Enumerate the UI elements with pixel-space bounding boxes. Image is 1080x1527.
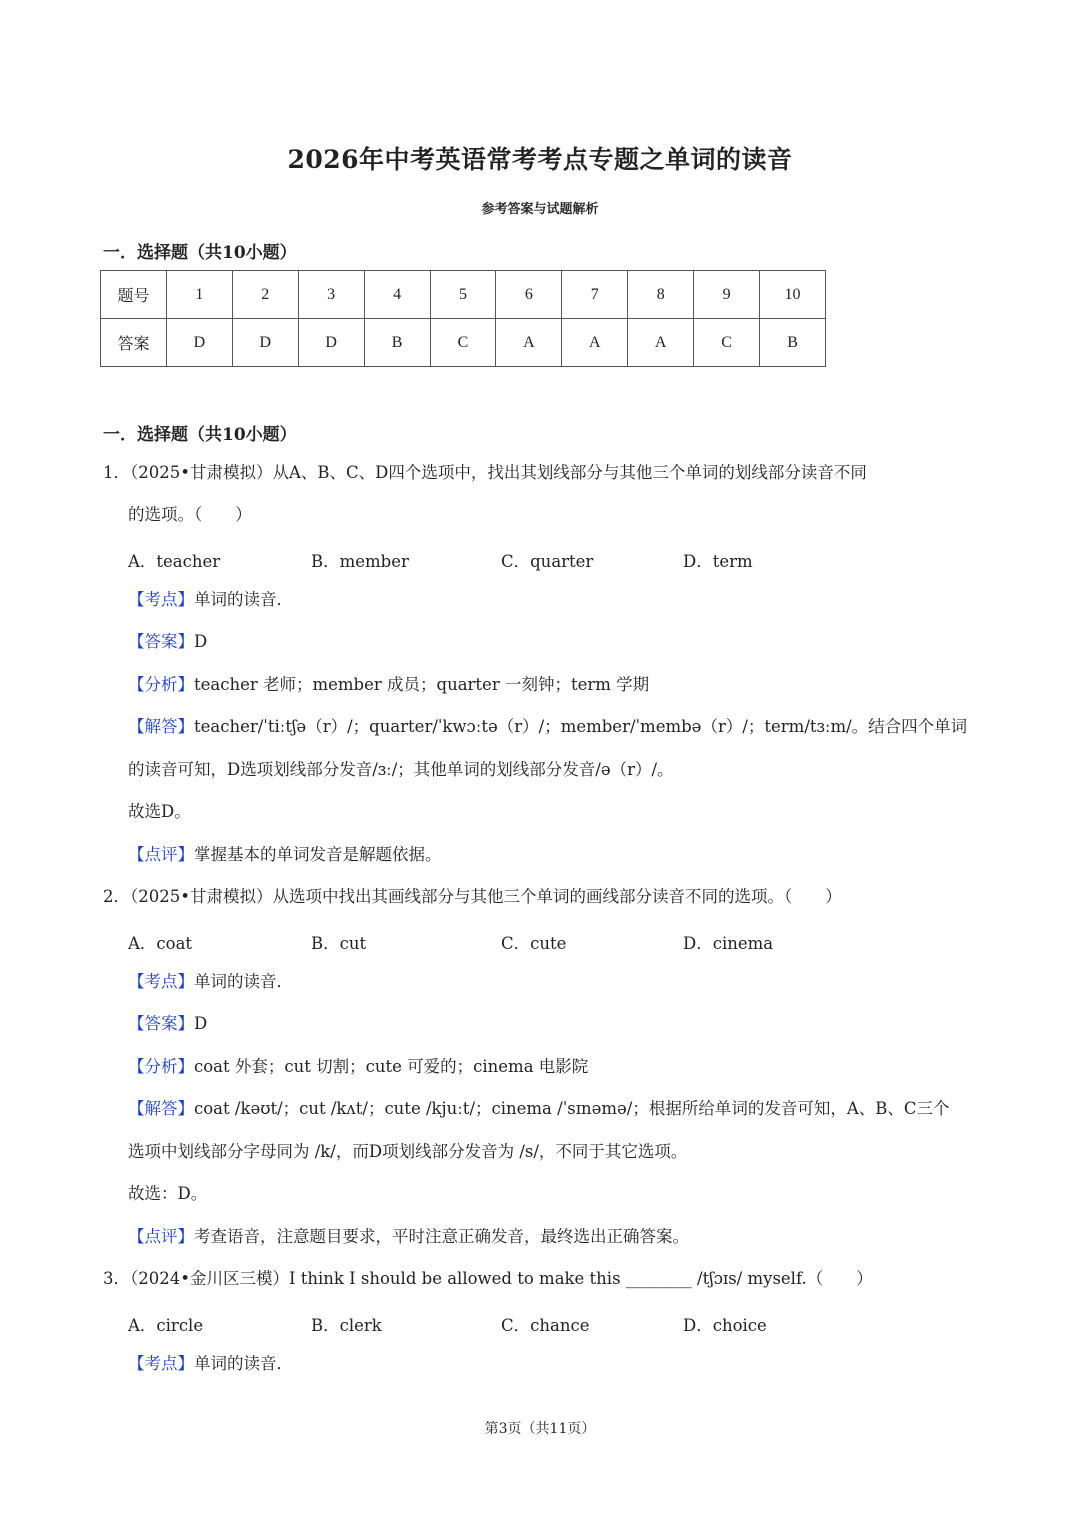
q2-kaodian: 单词的读音．: [194, 972, 293, 991]
q2-analysis-line: [128, 1057, 588, 1077]
q2-option-c: C．cute: [501, 934, 567, 953]
q1-option-d: D．term: [683, 552, 753, 571]
kaodian-tag: 【考点】: [128, 1354, 194, 1373]
document-title: 2026年中考英语常考考点专题之单词的读音: [287, 145, 793, 174]
table-cell: C: [430, 319, 496, 367]
q3-stem-line1: 3．（2024•金川区三模）I think I should be allowed to make this ________ /tʃɔɪs/ myself.（ ）: [103, 1269, 873, 1288]
q2-option-a: A．coat: [128, 934, 193, 953]
answer-table-number-row: [101, 271, 826, 319]
q1-analysis: teacher 老师；member 成员；quarter 一刻钟；term 学期: [194, 675, 650, 694]
table-cell: D: [298, 319, 364, 367]
kaodian-tag: 【考点】: [128, 590, 194, 609]
q1-solution-line1: [128, 717, 967, 737]
table-cell: B: [364, 319, 430, 367]
q1-solution-1: teacher/ˈtiːtʃə（r）/；quarter/ˈkwɔːtə（r）/；member/ˈmembə（r）/；term/tɜːm/。结合四个单词: [194, 717, 968, 736]
table-cell: 7: [562, 271, 628, 319]
solution-tag: 【解答】: [128, 1099, 194, 1118]
q1-stem-line1: 1．（2025•甘肃模拟）从A、B、C、D四个选项中，找出其划线部分与其他三个单词的划线部分读音不同: [103, 463, 867, 482]
q3-option-c: C．chance: [501, 1316, 590, 1335]
answer-table: [100, 270, 826, 367]
answer-table-answer-label: 答案: [101, 319, 167, 367]
q1-analysis-line: [128, 675, 649, 695]
table-cell: C: [694, 319, 760, 367]
q2-solution-line2: 选项中划线部分字母同为 /k/，而D项划线部分发音为 /s/，不同于其它选项。: [128, 1142, 688, 1161]
q1-answer: D: [194, 632, 208, 651]
q3-option-a: A．circle: [128, 1316, 204, 1335]
table-cell: 8: [628, 271, 694, 319]
q1-stem-line2: 的选项。（ ）: [128, 505, 252, 524]
table-cell: D: [166, 319, 232, 367]
q2-comment: 考查语音，注意题目要求，平时注意正确发音，最终选出正确答案。: [194, 1227, 689, 1246]
q1-option-c: C．quarter: [501, 552, 594, 571]
comment-tag: 【点评】: [128, 845, 194, 864]
answer-tag: 【答案】: [128, 1014, 194, 1033]
table-cell: A: [562, 319, 628, 367]
q2-stem-line1: 2．（2025•甘肃模拟）从选项中找出其画线部分与其他三个单词的画线部分读音不同的选项。（ ）: [103, 887, 842, 906]
document-subtitle: 参考答案与试题解析: [481, 202, 599, 217]
answer-tag: 【答案】: [128, 632, 194, 651]
q2-solution-1: coat /kəʊt/；cut /kʌt/；cute /kjuːt/；cinema /ˈsɪnəmə/；根据所给单词的发音可知，A、B、C三个: [194, 1099, 950, 1118]
q1-kaodian-line: [128, 590, 293, 610]
table-cell: 4: [364, 271, 430, 319]
q2-conclusion: 故选：D。: [128, 1184, 208, 1203]
q3-option-d: D．choice: [683, 1316, 767, 1335]
q2-option-b: B．cut: [311, 934, 367, 953]
q1-option-b: B．member: [311, 552, 409, 571]
q2-answer-line: [128, 1014, 207, 1034]
q2-kaodian-line: [128, 972, 293, 992]
q1-conclusion: 故选D。: [128, 802, 191, 821]
section-heading-questions: 一．选择题（共10小题）: [103, 425, 297, 445]
section-heading-summary: 一．选择题（共10小题）: [103, 243, 297, 263]
table-cell: 5: [430, 271, 496, 319]
solution-tag: 【解答】: [128, 717, 194, 736]
q1-answer-line: [128, 632, 207, 652]
q1-comment-line: [128, 845, 442, 865]
table-cell: A: [496, 319, 562, 367]
table-cell: 10: [760, 271, 826, 319]
table-cell: 1: [166, 271, 232, 319]
q1-solution-line2: 的读音可知，D选项划线部分发音/ɜː/；其他单词的划线部分发音/ə（r）/。: [128, 760, 674, 779]
table-cell: 6: [496, 271, 562, 319]
q1-kaodian: 单词的读音．: [194, 590, 293, 609]
q3-kaodian: 单词的读音．: [194, 1354, 293, 1373]
q3-kaodian-line: [128, 1354, 293, 1374]
q1-comment: 掌握基本的单词发音是解题依据。: [194, 845, 442, 864]
table-cell: D: [232, 319, 298, 367]
page-footer: 第3页（共11页）: [484, 1421, 596, 1437]
q2-option-d: D．cinema: [683, 934, 774, 953]
table-cell: B: [760, 319, 826, 367]
comment-tag: 【点评】: [128, 1227, 194, 1246]
q3-option-b: B．clerk: [311, 1316, 382, 1335]
table-cell: 3: [298, 271, 364, 319]
q2-comment-line: [128, 1227, 689, 1247]
answer-table-header-label: 题号: [101, 271, 167, 319]
q2-analysis: coat 外套；cut 切割；cute 可爱的；cinema 电影院: [194, 1057, 589, 1076]
q2-answer: D: [194, 1014, 208, 1033]
table-cell: 2: [232, 271, 298, 319]
answer-table-answer-row: [101, 319, 826, 367]
q2-solution-line1: [128, 1099, 950, 1119]
analysis-tag: 【分析】: [128, 675, 194, 694]
table-cell: 9: [694, 271, 760, 319]
analysis-tag: 【分析】: [128, 1057, 194, 1076]
kaodian-tag: 【考点】: [128, 972, 194, 991]
q1-option-a: A．teacher: [128, 552, 221, 571]
table-cell: A: [628, 319, 694, 367]
